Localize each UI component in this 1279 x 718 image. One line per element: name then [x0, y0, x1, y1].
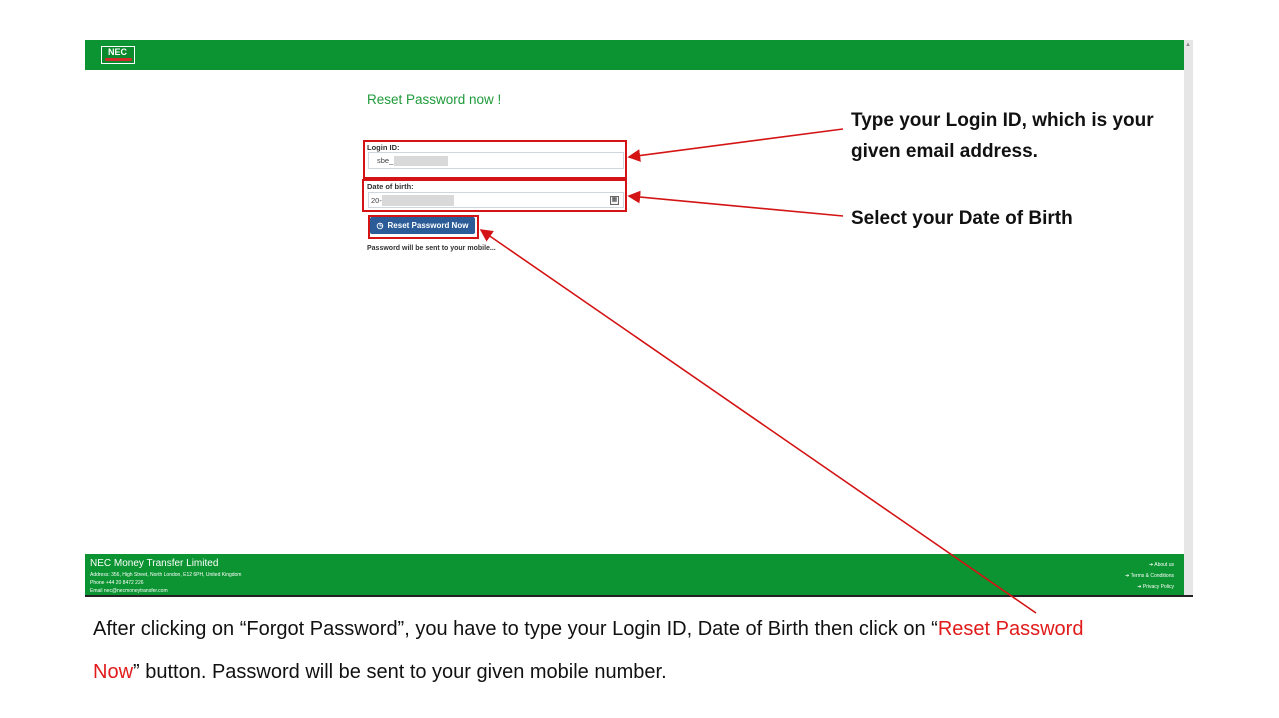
- callout-login: [851, 105, 1154, 167]
- caption-line-2: [93, 661, 667, 684]
- dob-value: 20-: [371, 196, 382, 205]
- footer-link-about-label: About us: [1154, 562, 1174, 568]
- footer-address: Address: 356, High Street, North London, E12 6PH, United Kingdom: [90, 572, 242, 578]
- footer-link-privacy[interactable]: ➔ Privacy Policy: [1137, 584, 1174, 590]
- callout-login-line2: given email address.: [851, 141, 1038, 162]
- scroll-up-icon[interactable]: ▲: [1185, 42, 1191, 48]
- calendar-icon[interactable]: ▦: [611, 197, 618, 203]
- login-id-label: Login ID:: [367, 143, 400, 152]
- footer-link-terms-label: Terms & Conditions: [1130, 573, 1174, 579]
- helper-text: Password will be sent to your mobile...: [367, 245, 496, 252]
- footer-email[interactable]: Email nec@necmoneytransfer.com: [90, 588, 168, 594]
- caption-line-1: [93, 618, 1083, 641]
- callout-login-line1: Type your Login ID, which is your: [851, 110, 1154, 131]
- caption-text-1: After clicking on “Forgot Password”, you have to type your Login ID, Date of Birth then click on “: [93, 618, 938, 640]
- dob-label: Date of birth:: [367, 182, 414, 191]
- footer-link-privacy-label: Privacy Policy: [1142, 584, 1174, 590]
- footer-link-about[interactable]: ➔ About us: [1148, 562, 1174, 568]
- footer-phone: Phone +44 20 8472 226: [90, 580, 144, 586]
- arrow-to-button: [481, 230, 1036, 613]
- callout-dob: Select your Date of Birth: [851, 208, 1073, 229]
- arrow-to-dob: [629, 196, 843, 216]
- footer-link-terms[interactable]: ➔ Terms & Conditions: [1125, 573, 1174, 579]
- logo-text: NEC: [108, 47, 128, 57]
- reset-password-label: Reset Password Now: [387, 221, 469, 230]
- page-title: Reset Password now !: [367, 92, 502, 107]
- caption-highlight-2: Now: [93, 661, 134, 683]
- clock-icon: ◷: [376, 221, 384, 230]
- caption-text-2: ” button. Password will be sent to your given mobile number.: [133, 661, 667, 683]
- login-id-value: sbe_: [377, 156, 394, 165]
- caption-highlight-1: Reset Password: [937, 618, 1084, 640]
- arrow-to-login: [629, 129, 843, 157]
- footer-company: NEC Money Transfer Limited: [90, 558, 219, 569]
